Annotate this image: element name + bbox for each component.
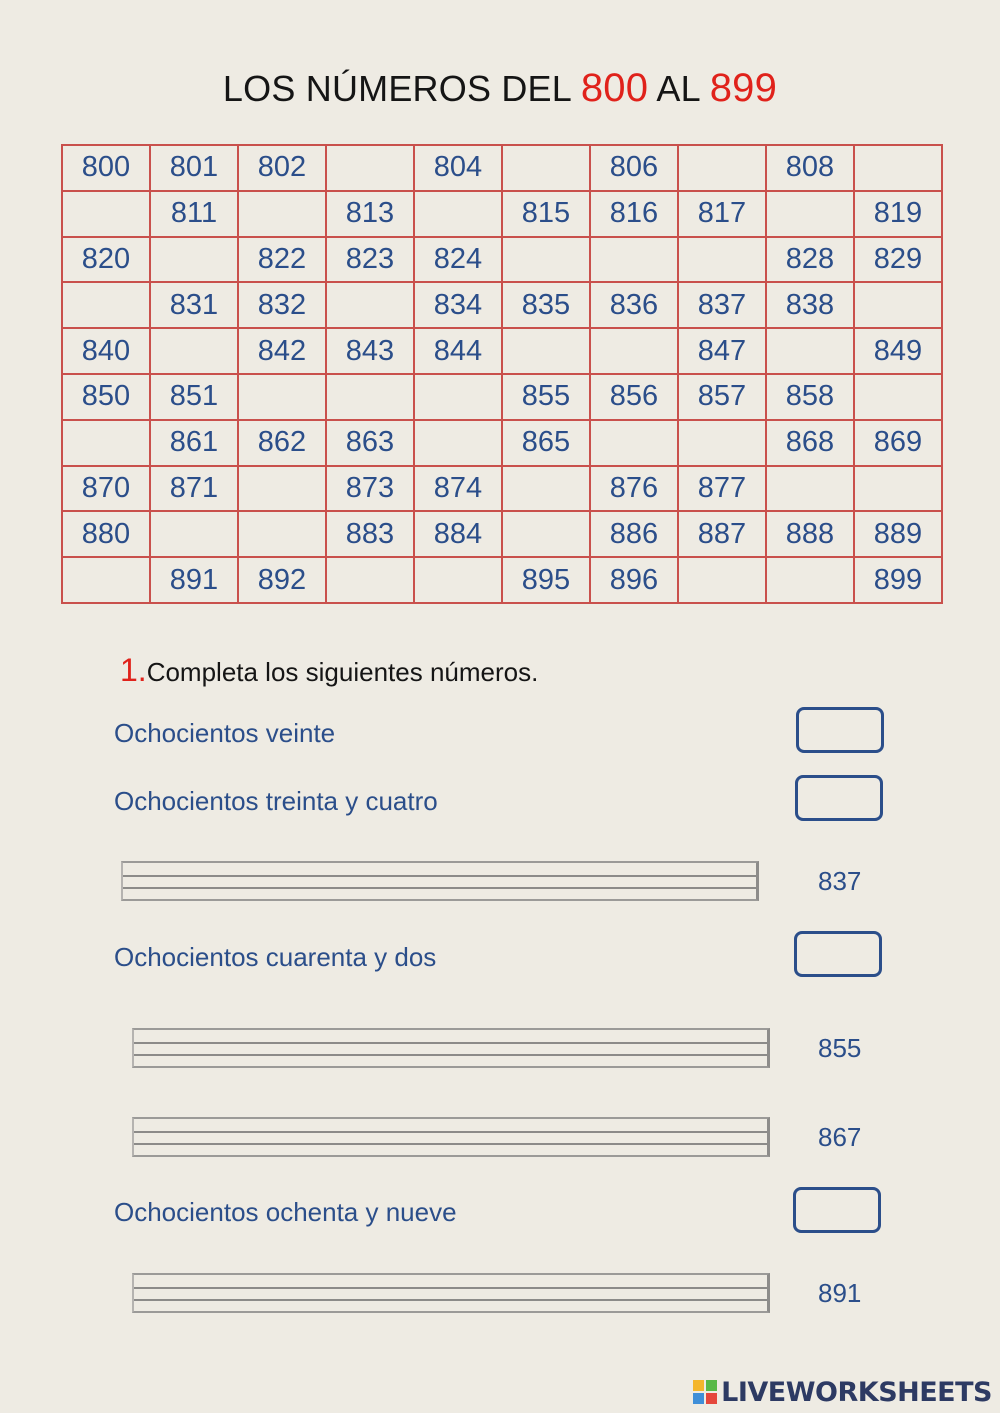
grid-number: 844 [433,334,483,367]
grid-number: 857 [697,380,747,413]
grid-number: 802 [257,151,307,184]
grid-number: 834 [433,288,483,321]
grid-cell-blank[interactable] [854,145,942,191]
grid-cell-blank[interactable] [502,237,590,283]
grid-cell [62,145,150,191]
grid-number: 891 [169,563,219,596]
title-from-number: 800 [580,66,649,110]
grid-cell [238,237,326,283]
grid-cell-blank[interactable] [238,466,326,512]
grid-cell [238,420,326,466]
grid-cell [590,466,678,512]
grid-cell-blank[interactable] [62,557,150,603]
grid-cell-blank[interactable] [150,328,238,374]
grid-cell [502,374,590,420]
grid-cell [502,282,590,328]
grid-cell [766,420,854,466]
grid-cell [326,420,414,466]
grid-cell [766,374,854,420]
grid-cell [590,282,678,328]
grid-row [62,282,942,328]
grid-cell [590,557,678,603]
grid-cell [414,328,502,374]
exercise-instruction-text: Completa los siguientes números. [146,657,539,687]
grid-cell [414,282,502,328]
grid-cell [238,557,326,603]
grid-cell [766,145,854,191]
title-to-number: 899 [709,66,778,110]
grid-number: 856 [609,380,659,413]
grid-cell-blank[interactable] [150,237,238,283]
grid-cell-blank[interactable] [62,420,150,466]
grid-number: 862 [257,426,307,459]
grid-cell-blank[interactable] [414,557,502,603]
grid-number: 877 [697,471,747,504]
grid-cell [854,237,942,283]
grid-cell [766,237,854,283]
grid-number: 892 [257,563,307,596]
grid-number: 815 [521,197,571,230]
phrase-item: Ochocientos cuarenta y dos [114,942,437,972]
answer-box[interactable] [796,707,884,753]
grid-number: 832 [257,288,307,321]
grid-number: 824 [433,242,483,275]
grid-number: 886 [609,517,659,550]
grid-cell [414,466,502,512]
title-middle: AL [656,68,700,109]
grid-row [62,557,942,603]
grid-cell [678,511,766,557]
grid-cell-blank[interactable] [62,191,150,237]
grid-cell-blank[interactable] [590,420,678,466]
grid-number: 822 [257,242,307,275]
grid-cell [590,191,678,237]
grid-cell [150,145,238,191]
grid-cell [150,557,238,603]
grid-row [62,466,942,512]
reference-number: 867 [818,1122,862,1152]
grid-cell-blank[interactable] [326,145,414,191]
grid-number: 813 [345,197,395,230]
reference-number: 855 [818,1033,862,1063]
grid-number: 887 [697,517,747,550]
grid-number: 811 [170,197,218,230]
grid-number: 808 [785,151,835,184]
grid-number: 842 [257,334,307,367]
writing-lines[interactable] [132,1117,770,1157]
grid-row [62,328,942,374]
grid-cell-blank[interactable] [766,557,854,603]
grid-cell [414,237,502,283]
grid-cell-blank[interactable] [62,282,150,328]
answer-box[interactable] [793,1187,881,1233]
grid-cell [678,374,766,420]
grid-number: 829 [873,242,923,275]
grid-cell [766,282,854,328]
grid-cell [62,237,150,283]
grid-cell-blank[interactable] [502,466,590,512]
grid-cell [62,328,150,374]
phrase-item: Ochocientos ochenta y nueve [114,1197,457,1227]
grid-number: 849 [873,334,923,367]
grid-cell [150,420,238,466]
grid-cell-blank[interactable] [414,191,502,237]
logo-icon [693,1380,717,1404]
grid-cell [502,191,590,237]
grid-number: 874 [433,471,483,504]
grid-number: 889 [873,517,923,550]
grid-number: 858 [785,380,835,413]
grid-cell-blank[interactable] [414,374,502,420]
grid-cell [590,145,678,191]
grid-number: 850 [81,380,131,413]
grid-number: 876 [609,471,659,504]
grid-cell [326,466,414,512]
logo-square [706,1393,717,1404]
grid-number: 888 [785,517,835,550]
grid-number: 899 [873,563,923,596]
answer-box[interactable] [795,775,883,821]
logo-square [693,1380,704,1391]
grid-cell [766,511,854,557]
grid-number: 896 [609,563,659,596]
phrase-item: Ochocientos treinta y cuatro [114,786,438,816]
grid-cell [238,282,326,328]
grid-number: 855 [521,380,571,413]
exercise-number: 1. [120,652,147,688]
grid-number: 869 [873,426,923,459]
grid-row [62,191,942,237]
grid-number: 868 [785,426,835,459]
grid-number: 800 [81,151,131,184]
grid-number: 847 [697,334,747,367]
grid-cell-blank[interactable] [854,466,942,512]
grid-cell-blank[interactable] [766,466,854,512]
grid-row [62,420,942,466]
grid-cell [854,420,942,466]
grid-cell [590,511,678,557]
grid-cell [150,374,238,420]
grid-cell [150,282,238,328]
grid-cell-blank[interactable] [766,328,854,374]
writing-lines[interactable] [132,1028,770,1068]
grid-cell-blank[interactable] [502,328,590,374]
grid-cell-blank[interactable] [590,237,678,283]
grid-cell-blank[interactable] [854,282,942,328]
grid-cell [854,328,942,374]
grid-number: 837 [697,288,747,321]
exercise-instruction [120,652,538,689]
grid-number: 806 [609,151,659,184]
grid-cell-blank[interactable] [502,145,590,191]
reference-number: 837 [818,866,862,896]
grid-cell [326,328,414,374]
grid-number: 820 [81,242,131,275]
grid-number: 880 [81,517,131,550]
grid-cell-blank[interactable] [238,191,326,237]
grid-cell-blank[interactable] [766,191,854,237]
grid-cell [238,328,326,374]
grid-cell [414,511,502,557]
grid-number: 840 [81,334,131,367]
grid-cell-blank[interactable] [854,374,942,420]
grid-cell [502,557,590,603]
grid-number: 835 [521,288,571,321]
writing-lines[interactable] [121,861,759,901]
grid-cell-blank[interactable] [150,511,238,557]
grid-cell-blank[interactable] [678,145,766,191]
grid-number: 851 [169,380,219,413]
grid-cell-blank[interactable] [326,374,414,420]
grid-cell [62,511,150,557]
logo-square [693,1393,704,1404]
grid-row [62,145,942,191]
grid-number: 817 [697,197,747,230]
grid-cell [62,374,150,420]
grid-cell [150,466,238,512]
reference-number: 891 [818,1278,862,1308]
grid-number: 819 [873,197,923,230]
grid-number: 816 [609,197,659,230]
grid-cell [62,466,150,512]
grid-cell [854,511,942,557]
grid-row [62,237,942,283]
grid-cell [854,191,942,237]
grid-number: 865 [521,426,571,459]
grid-number: 823 [345,242,395,275]
grid-cell-blank[interactable] [502,511,590,557]
grid-number: 838 [785,288,835,321]
number-grid [61,144,943,604]
grid-number: 863 [345,426,395,459]
title-prefix: LOS NÚMEROS DEL [222,68,571,109]
grid-cell [678,328,766,374]
grid-cell-blank[interactable] [238,511,326,557]
grid-number: 895 [521,563,571,596]
grid-cell-blank[interactable] [414,420,502,466]
grid-cell [150,191,238,237]
grid-number: 801 [169,151,219,184]
grid-row [62,374,942,420]
grid-cell [414,145,502,191]
grid-number: 836 [609,288,659,321]
grid-cell [326,237,414,283]
grid-cell-blank[interactable] [326,557,414,603]
grid-cell [326,191,414,237]
grid-cell [326,511,414,557]
grid-cell-blank[interactable] [678,237,766,283]
writing-lines[interactable] [132,1273,770,1313]
grid-cell [238,145,326,191]
grid-cell-blank[interactable] [678,420,766,466]
grid-cell [590,374,678,420]
logo-square [706,1380,717,1391]
grid-number: 870 [81,471,131,504]
answer-box[interactable] [794,931,882,977]
grid-number: 883 [345,517,395,550]
grid-cell [502,420,590,466]
grid-cell [678,466,766,512]
phrase-item: Ochocientos veinte [114,718,336,748]
grid-row [62,511,942,557]
grid-number: 831 [169,288,219,321]
grid-cell [678,191,766,237]
grid-cell-blank[interactable] [590,328,678,374]
grid-number: 843 [345,334,395,367]
logo-text: LIVEWORKSHEETS [721,1376,992,1408]
page-title [0,66,1000,111]
grid-number: 871 [169,471,219,504]
liveworksheets-logo [693,1377,992,1407]
grid-number: 861 [169,426,219,459]
grid-cell [678,282,766,328]
grid-cell [854,557,942,603]
grid-cell-blank[interactable] [238,374,326,420]
grid-number: 804 [433,151,483,184]
grid-number: 884 [433,517,483,550]
grid-cell-blank[interactable] [678,557,766,603]
grid-cell-blank[interactable] [326,282,414,328]
grid-number: 828 [785,242,835,275]
grid-number: 873 [345,471,395,504]
